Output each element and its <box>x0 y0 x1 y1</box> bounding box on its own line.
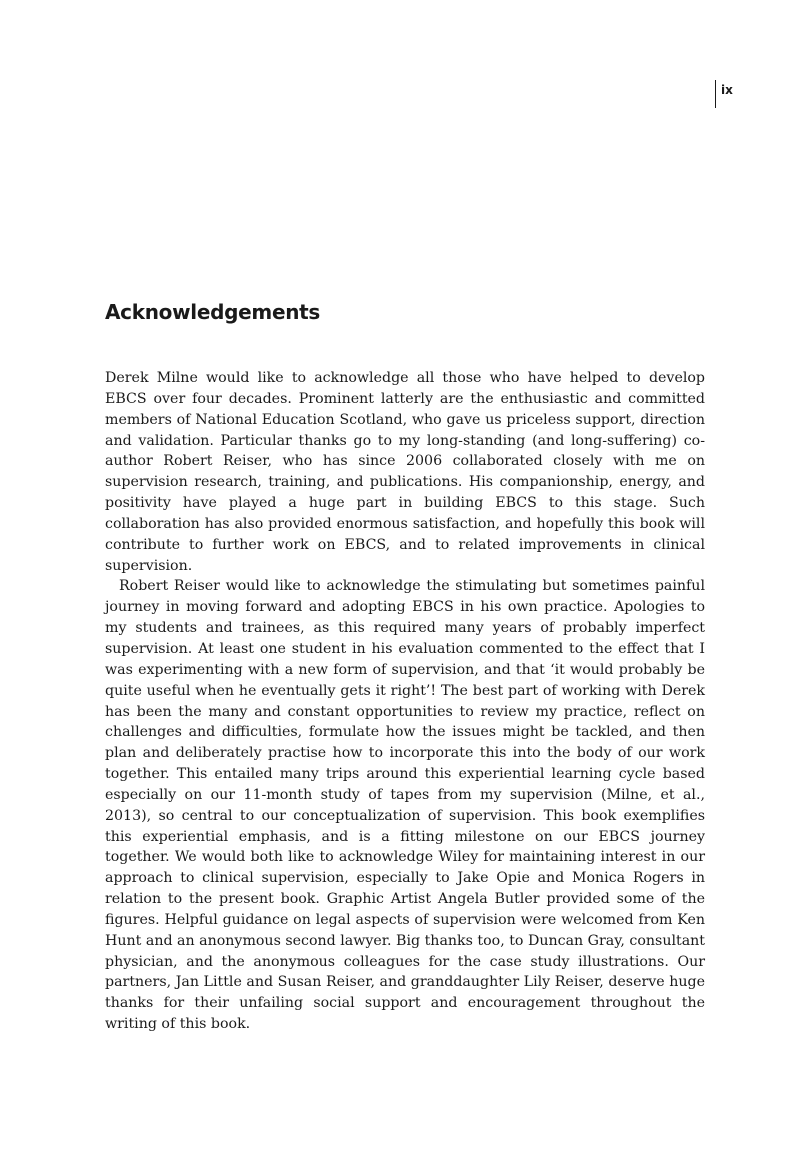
paragraph-milne: Derek Milne would like to acknowledge all those who have helped to develop EBCS over four decades. Prominent latterly are the enthusiastic and committed members of National Education Scotland, who gave us priceless support, direction and validation. Particular thanks go to my long-standing (and long-suffering) co-author Robert Reiser, who has since 2006 collaborated closely with me on supervision research, training, and publications. His companionship, energy, and positivity have played a huge part in building EBCS to this stage. Such collaboration has also provided enormous satisfaction, and hopefully this book will contribute to further work on EBCS, and to related improvements in clinical supervision. <box>105 370 705 574</box>
acknowledgements-body <box>105 368 705 1035</box>
page-number-rule <box>715 80 716 108</box>
page-number: ix <box>721 83 733 97</box>
chapter-title: Acknowledgements <box>105 300 321 324</box>
paragraph-reiser: Robert Reiser would like to acknowledge the stimulating but sometimes painful journey in moving forward and adopting EBCS in his own practice. Apologies to my students and trainees, as this required many years of probably imperfect supervision. At least one student in his evaluation commented to the effect that I was experimenting with a new form of supervision, and that ‘it would probably be quite useful when he eventually gets it right’! The best part of working with Derek has been the many and constant opportunities to review my practice, reflect on challenges and difficulties, formulate how the issues might be tackled, and then plan and deliberately practise how to incorporate this into the body of our work together. This entailed many trips around this experiential learning cycle based especially on our 11-month study of tapes from my supervision (Milne, et al., 2013), so central to our conceptualization of supervision. This book exemplifies this experiential emphasis, and is a fitting milestone on our EBCS journey together. We would both like to acknowledge Wiley for maintaining interest in our approach to clinical supervision, especially to Jake Opie and Monica Rogers in relation to the present book. Graphic Artist Angela Butler provided some of the figures. Helpful guidance on legal aspects of supervision were welcomed from Ken Hunt and an anonymous second lawyer. Big thanks too, to Duncan Gray, consultant physician, and the anonymous colleagues for the case study illustrations. Our partners, Jan Little and Susan Reiser, and granddaughter Lily Reiser, deserve huge thanks for their unfailing social support and encouragement throughout the writing of this book. <box>105 578 705 1033</box>
